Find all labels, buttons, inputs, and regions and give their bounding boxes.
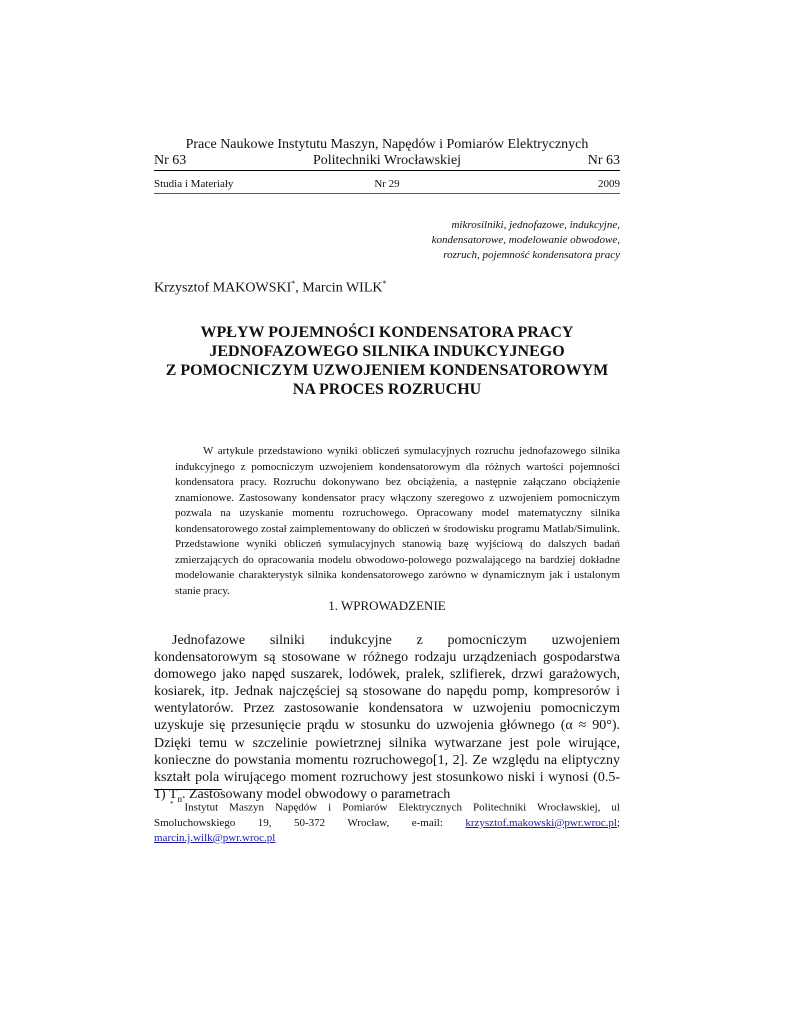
keywords xyxy=(380,218,620,263)
footnote-text: Instytut Maszyn Napędów i Pomiarów Elektrycznych Politechniki Wrocławskiej, ul Smoluchowskiego 19, 50-372 Wrocław, e-mail: xyxy=(154,801,620,829)
email-link[interactable]: krzysztof.makowski@pwr.wroc.pl xyxy=(465,816,617,829)
university-name: Politechniki Wrocławskiej xyxy=(312,153,462,168)
footnote-mark: * xyxy=(170,800,174,808)
body-text: Jednofazowe silniki indukcyjne z pomocniczym uzwojeniem kondensatorowym są stosowane w różnego rodzaju urządzeniach gospodarstwa domowego jako napęd suszarek, lodówek, pralek, szlifierek, drzwi garażowych, kosiarek, itp. Jednak najczęściej są stosowane do napędu pomp, kompresorów i wentylatorów. Przez zastosowanie kondensatora w uzwojeniu pomocniczym uzyskuje się przesunięcie prądu w stosunku do uzwojenia głównego (α ≈ 90°). Dzięki temu w szczelinie powietrznej silnika wytwarzane jest pole wirujące, konieczne do powstania momentu rozruchowego[1, 2]. Ze względu na eliptyczny kształt pola wirującego moment rozruchowy jest stosunkowo niski i wynosi (0.5-1) T xyxy=(154,633,620,802)
section-heading: 1. WPROWADZENIE xyxy=(328,598,446,613)
authors xyxy=(154,275,386,297)
title-line: Z POMOCNICZYM UZWOJENIEM KONDENSATOROWYM xyxy=(165,362,609,379)
title-line: WPŁYW POJEMNOŚCI KONDENSATORA PRACY xyxy=(200,324,574,341)
issue-number-left: Nr 63 xyxy=(154,153,187,168)
subscript: n xyxy=(177,793,182,804)
footnote xyxy=(154,797,620,846)
body-paragraph xyxy=(154,632,620,808)
author-separator: , xyxy=(295,280,303,296)
keywords-line: rozruch, pojemność kondensatora pracy xyxy=(443,249,620,261)
email-link[interactable]: marcin.j.wilk@pwr.wroc.pl xyxy=(154,831,276,844)
author-name: Krzysztof MAKOWSKI xyxy=(154,280,292,296)
body-text: . Zastosowany model obwodowy o parametrach xyxy=(181,786,451,802)
publication-year: 2009 xyxy=(598,178,620,190)
paper-title xyxy=(154,323,620,399)
affiliation-mark: * xyxy=(382,279,387,288)
series-divider xyxy=(154,193,620,194)
issue-number-right: Nr 63 xyxy=(587,153,620,168)
header-divider xyxy=(154,170,620,171)
journal-title: Prace Naukowe Instytutu Maszyn, Napędów i Pomiarów Elektrycznych xyxy=(185,137,589,152)
footnote-divider xyxy=(154,789,222,790)
keywords-line: kondensatorowe, modelowanie obwodowe, xyxy=(431,234,620,246)
keywords-line: mikrosilniki, jednofazowe, indukcyjne, xyxy=(451,219,620,231)
footnote-separator: ; xyxy=(616,816,620,829)
journal-header-row xyxy=(154,152,620,169)
abstract: W artykule przedstawiono wyniki obliczeń symulacyjnych rozruchu jednofazowego silnika indukcyjnego z pomocniczym uzwojeniem kondensatorowym dla różnych wartości pojemności kondensatora pracy. Rozruchu dokonywano bez obciążenia, a następnie załączano obciążenie znamionowe. Zastosowany kondensator pracy włączony szeregowo z uzwojeniem pomocniczym pozwala na uzyskanie momentu rozruchowego. Opracowany model matematyczny silnika kondensatorowego został zaimplementowany do obliczeń w środowisku programu Matlab/Simulink. Przedstawione wyniki obliczeń symulacyjnych stanowią bazę wyjściową do dalszych badań zmierzających do opracowania modelu obwodowo-polowego pozwalającego na bardziej dokładne modelowanie charakterystyk silnika kondensatorowego zarówno w dynamicznym jak i ustalonym stanie pracy. xyxy=(175,445,620,597)
series-number: Nr 29 xyxy=(374,178,400,190)
affiliation-mark: * xyxy=(291,279,296,288)
title-line: NA PROCES ROZRUCHU xyxy=(292,381,482,398)
author-name: Marcin WILK xyxy=(302,280,383,296)
series-row xyxy=(154,177,620,191)
series-name: Studia i Materiały xyxy=(154,178,234,190)
title-line: JEDNOFAZOWEGO SILNIKA INDUKCYJNEGO xyxy=(209,343,565,360)
